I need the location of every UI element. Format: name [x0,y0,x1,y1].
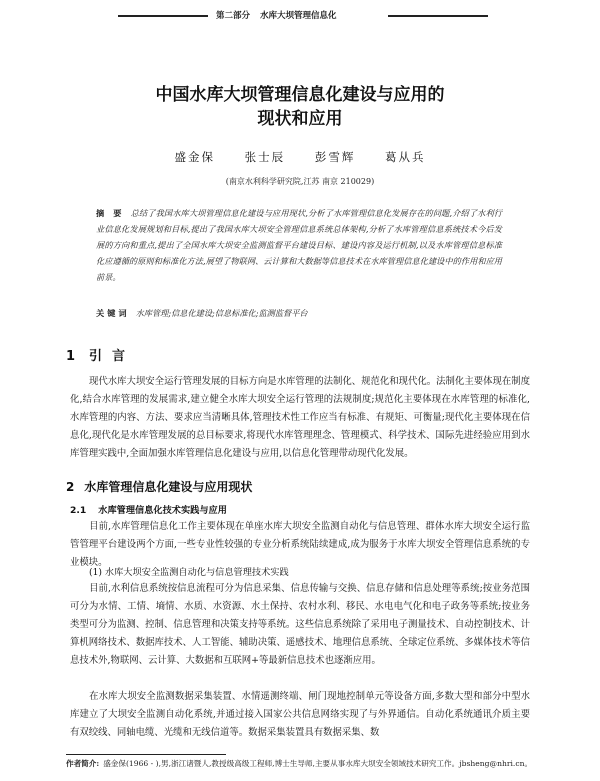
author-list [0,149,600,165]
running-head-text [216,9,337,23]
running-head-part: 第二部分 [216,11,251,21]
paper-title-line-1: 中国水库大坝管理信息化建设与应用的 [155,85,445,105]
running-head-section: 水库大坝管理信息化 [260,11,337,21]
paragraph-text: 目前,水利信息系统按信息流程可分为信息采集、信息传输与交换、信息存储和信息处理等系统;按业务范围可分为水情、工情、墒情、水质、水资源、水土保持、农村水利、移民、水电电气化和电子政务等系统;按业务类型可分为监测、控制、信息管理和决策支持等系统。这些信息系统除了采用电子测量技术、自动控制技术、计算机网络技术、数据库技术、人工智能、辅助决策、遥感技术、地理信息系统、全球定位系统、多媒体技术等信息技术外,物联网、云计算、大数据和互联网+等最新信息技术也逐渐应用。 [70,583,530,666]
affiliation: (南京水利科学研究院,江苏 南京 210029) [225,177,375,186]
section-title: 水库管理信息化建设与应用现状 [84,480,253,494]
subsection-title: 水库管理信息化技术实践与应用 [98,505,227,516]
subsection-heading [70,502,227,516]
paragraph-text: 现代水库大坝安全运行管理发展的目标方向是水库管理的法制化、规范化和现代化。法制化主要体现在制度化,结合水库管理的发展需求,建立健全水库大坝安全运行管理的法规制度;规范化主要体现在水库管理的标准化,水库管理的内容、方法、要求应当清晰具体,管理技术性工作应当有标准、有规矩、可衡量;现代化主要体现在信息化,现代化是水库管理发展的总目标要求,将现代水库管理理念、管理模式、科学技术、国际先进经验应用到水库管理实践中,全面加强水库管理信息化建设与应用,以信息化管理带动现代化发展。 [70,376,530,459]
introduction-paragraph [70,373,530,463]
paper-title-line-2: 现状和应用 [257,109,343,129]
keywords [96,305,502,321]
section-number: 1 [66,349,76,364]
author-footnote [66,758,546,770]
running-head-rule-left [118,15,208,17]
section-heading-introduction [66,345,135,364]
author-name: 张士辰 [244,150,286,164]
abstract-label: 摘 要 [96,208,125,218]
section-title: 引言 [89,349,136,364]
footnote-label: 作者简介: [66,759,100,768]
section-heading-status [66,478,252,495]
section-number: 2 [66,480,75,494]
author-name: 葛从兵 [384,150,426,164]
running-head [118,9,488,23]
paragraph-text: 在水库大坝安全监测数据采集装置、水情遥测终端、闸门现地控制单元等设备方面,多数大型和部分中型水库建立了大坝安全监测自动化系统,并通过接入国家公共信息网络实现了与外界通信。自动化系统通讯介质主要有双绞线、同轴电缆、光缆和无线信道等。数据采集装置具有数据采集、数 [70,691,530,738]
body-paragraph [70,688,530,742]
footnote-rule [66,754,226,755]
subsubsection-heading: (1) 水库大坝安全监测自动化与信息管理技术实践 [89,567,289,578]
keywords-text: 水库管理;信息化建设;信息标准化;监测监督平台 [135,308,308,318]
body-paragraph [70,580,530,670]
abstract-text: 总结了我国水库大坝管理信息化建设与应用现状,分析了水库管理信息化发展存在的问题,介绍了水利行业信息化发展规划和目标,提出了我国水库大坝安全管理信息系统总体架构,分析了水库管理信息系统技术今后发展的方向和重点,提出了全国水库大坝安全监测监督平台建设目标、建设内容及运行机制,以及水库管理信息标准化应遵循的原则和标准化方法,展望了物联网、云计算和大数据等信息技术在水库管理信息化建设中的作用和应用前景。 [96,208,502,282]
author-name: 彭雪辉 [314,150,356,164]
subsection-number: 2.1 [70,505,87,516]
author-name: 盛金保 [174,150,216,164]
running-head-rule-right [388,15,488,17]
abstract [96,205,502,285]
paragraph-text: 目前,水库管理信息化工作主要体现在单座水库大坝安全监测自动化与信息管理、群体水库大坝安全运行监管管理平台建设两个方面,一些专业性较强的专业分析系统陆续建成,成为服务于水库大坝安全管理信息系统的专业模块。 [70,521,530,568]
footnote-text: 盛金保(1966 - ),男,浙江诸暨人,教授级高级工程师,博士生导师,主要从事水库大坝安全领域技术研究工作。jbsheng@nhri.cn。 [103,759,533,768]
keywords-label: 关键词 [96,308,130,318]
